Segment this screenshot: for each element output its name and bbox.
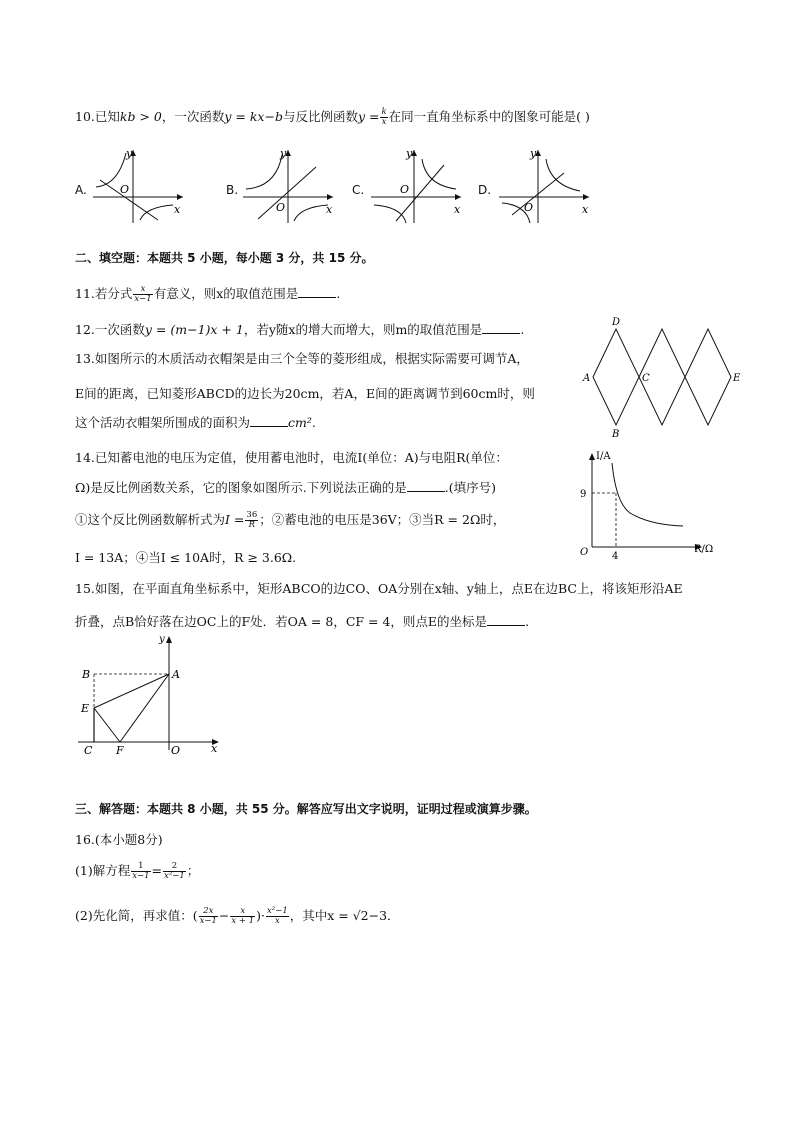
option-a-label: A. xyxy=(75,183,87,197)
svg-text:9: 9 xyxy=(580,489,587,500)
rhombus-hanger-figure xyxy=(578,313,748,441)
svg-text:x: x xyxy=(454,203,461,216)
q14-line-1: 14.已知蓄电池的电压为定值，使用蓄电池时，电流I(单位：A)与电阻R(单位： xyxy=(75,450,508,465)
svg-text:C: C xyxy=(642,373,650,384)
option-b-graph xyxy=(238,145,338,225)
svg-text:O: O xyxy=(400,183,410,196)
svg-text:y: y xyxy=(280,147,287,160)
current-resistance-graph xyxy=(570,447,730,562)
q16-part-1: (1)解方程 $\frac{1}{x-1}$ = $\frac{2}{\text{x²−1}}$ ； xyxy=(75,861,200,881)
svg-text:y: y xyxy=(406,147,413,160)
answer-blank xyxy=(298,285,336,298)
svg-text:C: C xyxy=(84,744,93,754)
option-a-graph xyxy=(88,145,188,225)
option-c-graph xyxy=(366,145,466,225)
svg-text:R/Ω: R/Ω xyxy=(694,544,714,555)
option-d-label: D. xyxy=(478,183,492,197)
svg-text:x: x xyxy=(582,203,589,216)
q10-stem: 10.已知kb > 0，一次函数y = kx−b与反比例函数y = $\frac{k}{x}$ 在同一直角坐标系中的图象可能是( ) xyxy=(75,107,590,127)
q14-line-3: ①这个反比例函数解析式为I = $\frac{36}{R}$ ；②蓄电池的电压是36V；③当R = 2Ω时， xyxy=(75,510,506,530)
svg-text:O: O xyxy=(580,547,589,558)
svg-text:I/A: I/A xyxy=(596,451,611,462)
q13-line-1: 13.如图所示的木质活动衣帽架是由三个全等的菱形组成，根据实际需要可调节A， xyxy=(75,351,529,366)
svg-text:y: y xyxy=(126,147,133,160)
svg-text:O: O xyxy=(276,201,286,214)
svg-text:O: O xyxy=(524,201,534,214)
answer-blank xyxy=(482,321,520,334)
answer-blank xyxy=(407,479,445,492)
q13-line-3: 这个活动衣帽架所围成的面积为 cm². xyxy=(75,415,316,430)
svg-text:B: B xyxy=(612,429,620,440)
q11-stem: 11.若分式 $\frac{x}{x-1}$ 有意义，则x的取值范围是 . xyxy=(75,284,341,304)
svg-text:E: E xyxy=(81,702,90,715)
q12-stem: 12.一次函数y = (m−1)x + 1，若y随x的增大而增大，则m的取值范围是 . xyxy=(75,322,525,337)
q14-line-4: I = 13A；④当I ≤ 10A时，R ≥ 3.6Ω. xyxy=(75,550,297,565)
section-2-heading: 二、填空题：本题共 5 小题，每小题 3 分，共 15 分。 xyxy=(75,251,374,265)
q15-line-2: 折叠，点B恰好落在边OC上的F处．若OA = 8，CF = 4，则点E的坐标是 . xyxy=(75,614,530,629)
q15-line-1: 15.如图，在平面直角坐标系中，矩形ABCO的边CO、OA分别在x轴、y轴上，点E在边BC上，将该矩形沿AE xyxy=(75,581,683,596)
svg-text:A: A xyxy=(172,668,180,681)
section-3-heading: 三、解答题：本题共 8 小题，共 55 分。解答应写出文字说明，证明过程或演算步骤。 xyxy=(75,802,537,816)
option-b-label: B. xyxy=(226,183,239,197)
answer-blank xyxy=(250,414,288,427)
svg-text:E: E xyxy=(733,373,741,384)
q13-line-2: E间的距离，已知菱形ABCD的边长为20cm，若A，E间的距离调节到60cm时，则 xyxy=(75,386,535,401)
svg-text:x: x xyxy=(174,203,181,216)
answer-blank xyxy=(487,613,525,626)
svg-text:4: 4 xyxy=(612,551,619,562)
svg-text:y: y xyxy=(159,634,165,645)
q14-line-2: Ω)是反比例函数关系，它的图象如图所示.下列说法正确的是 .(填序号) xyxy=(75,480,496,495)
q16-part-2: (2)先化简，再求值：( $\frac{2x}{x-1}$ − $\frac{x}{x + 1}$ )· $\frac{\text{x²−1}}{x}$ ，其中x = √2−3． xyxy=(75,906,400,926)
svg-text:O: O xyxy=(171,744,181,754)
svg-text:D: D xyxy=(612,317,621,328)
svg-text:O: O xyxy=(120,183,130,196)
svg-text:y: y xyxy=(530,147,537,160)
svg-text:x: x xyxy=(211,742,218,754)
svg-text:B: B xyxy=(82,668,91,681)
q10-fraction: $\frac{k}{x}$ xyxy=(381,107,387,127)
rectangle-fold-figure xyxy=(75,632,235,754)
option-c-label: C. xyxy=(352,183,365,197)
option-d-graph xyxy=(494,145,594,225)
svg-text:F: F xyxy=(116,744,124,754)
q16-title: 16.(本小题8分) xyxy=(75,832,163,847)
svg-text:A: A xyxy=(583,373,591,384)
svg-text:x: x xyxy=(326,203,333,216)
